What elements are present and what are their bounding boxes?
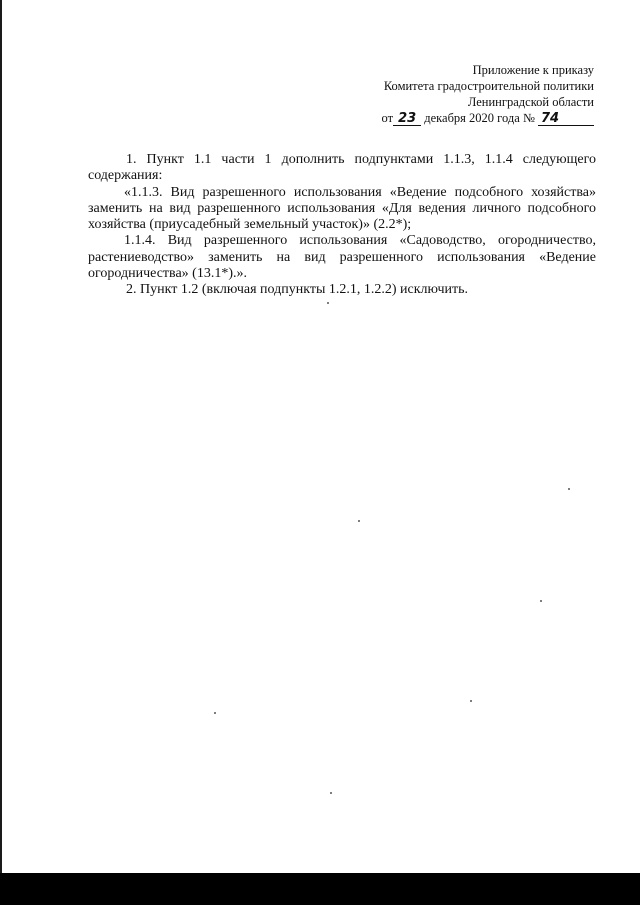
scan-left-edge bbox=[0, 0, 2, 873]
paragraph-1: 1. Пункт 1.1 части 1 дополнить подпунктами 1.1.3, 1.1.4 следующего содержания: bbox=[88, 152, 596, 184]
paragraph-1-1-3: «1.1.3. Вид разрешенного использования «Ведение подсобного хозяйства» заменить на вид разрешенного использования «Для ведения личного подсобного хозяйства (приусадебный земельный участок)» (2.2*); bbox=[88, 184, 596, 233]
header-line-appendix: Приложение к приказу bbox=[472, 63, 594, 77]
scan-speck bbox=[214, 712, 216, 714]
header-line-committee: Комитета градостроительной политики bbox=[383, 79, 594, 93]
scan-speck bbox=[568, 488, 570, 490]
appendix-header bbox=[264, 62, 594, 126]
date-prefix: от bbox=[381, 111, 394, 125]
document-body bbox=[88, 152, 596, 299]
header-line-date bbox=[264, 110, 594, 126]
scan-speck bbox=[330, 792, 332, 794]
scan-speck bbox=[540, 600, 542, 602]
header-line-region: Ленинградской области bbox=[467, 95, 594, 109]
date-month-year: декабря 2020 года bbox=[424, 111, 520, 125]
number-sign: № bbox=[522, 111, 535, 125]
scan-speck bbox=[470, 700, 472, 702]
scan-speck bbox=[358, 520, 360, 522]
paragraph-2: 2. Пункт 1.2 (включая подпункты 1.2.1, 1.2.2) исключить. bbox=[126, 282, 468, 298]
paragraph-1-1-4: 1.1.4. Вид разрешенного использования «Садоводство, огородничество, растениеводство» заменить на вид разрешенного использования «Ведение огородничества» (13.1*).». bbox=[88, 233, 596, 282]
scan-bottom-border bbox=[0, 873, 640, 905]
scan-speck bbox=[327, 302, 329, 304]
handwritten-order-number: 74 bbox=[538, 112, 594, 126]
handwritten-day: 23 bbox=[393, 112, 421, 126]
